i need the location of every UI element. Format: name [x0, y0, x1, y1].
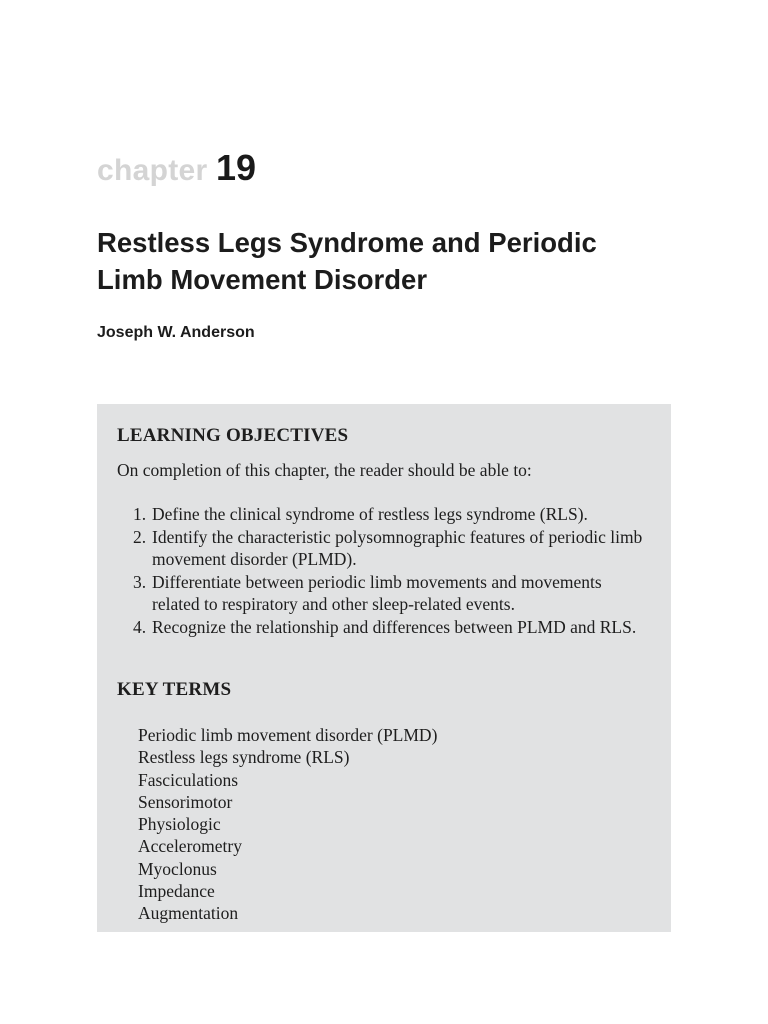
key-term: Augmentation — [138, 903, 239, 924]
objective-item — [133, 526, 653, 571]
learning-objectives-intro: On completion of this chapter, the reader should be able to: — [117, 460, 532, 480]
objective-number: 2. — [133, 526, 147, 547]
chapter-number: 19 — [215, 147, 256, 188]
author-name: Joseph W. Anderson — [97, 324, 255, 341]
objective-text: Recognize the relationship and differences between PLMD and RLS. — [152, 616, 637, 637]
key-terms-list — [138, 724, 437, 925]
chapter-label: chapter — [97, 154, 208, 187]
objective-item — [133, 571, 653, 616]
learning-objectives-list — [133, 503, 653, 638]
chapter-title — [97, 224, 697, 298]
key-term: Impedance — [138, 881, 215, 902]
objective-item — [133, 503, 653, 526]
objective-text: Differentiate between periodic limb movements and movements related to respiratory and other sleep-related events. — [152, 571, 602, 614]
key-term: Myoclonus — [138, 858, 217, 879]
key-term: Restless legs syndrome (RLS) — [138, 747, 350, 768]
chapter-title-line: Restless Legs Syndrome and Periodic — [97, 227, 597, 258]
learning-objectives-heading: LEARNING OBJECTIVES — [117, 425, 349, 446]
learning-objectives-box — [97, 404, 671, 932]
key-term: Fasciculations — [138, 769, 239, 790]
objective-text: Define the clinical syndrome of restless legs syndrome (RLS). — [152, 504, 588, 524]
key-term: Periodic limb movement disorder (PLMD) — [138, 725, 438, 745]
key-term: Sensorimotor — [138, 791, 233, 812]
chapter-heading — [97, 147, 256, 188]
key-term: Accelerometry — [138, 836, 242, 857]
objective-number: 3. — [133, 571, 147, 592]
objective-number: 1. — [133, 504, 147, 524]
objective-item — [133, 616, 653, 639]
chapter-title-line: Limb Movement Disorder — [97, 264, 428, 295]
objective-number: 4. — [133, 616, 147, 637]
key-term: Physiologic — [138, 814, 221, 835]
key-terms-heading: KEY TERMS — [117, 679, 232, 700]
objective-text: Identify the characteristic polysomnographic features of periodic limb movement disorder (PLMD). — [152, 526, 643, 569]
